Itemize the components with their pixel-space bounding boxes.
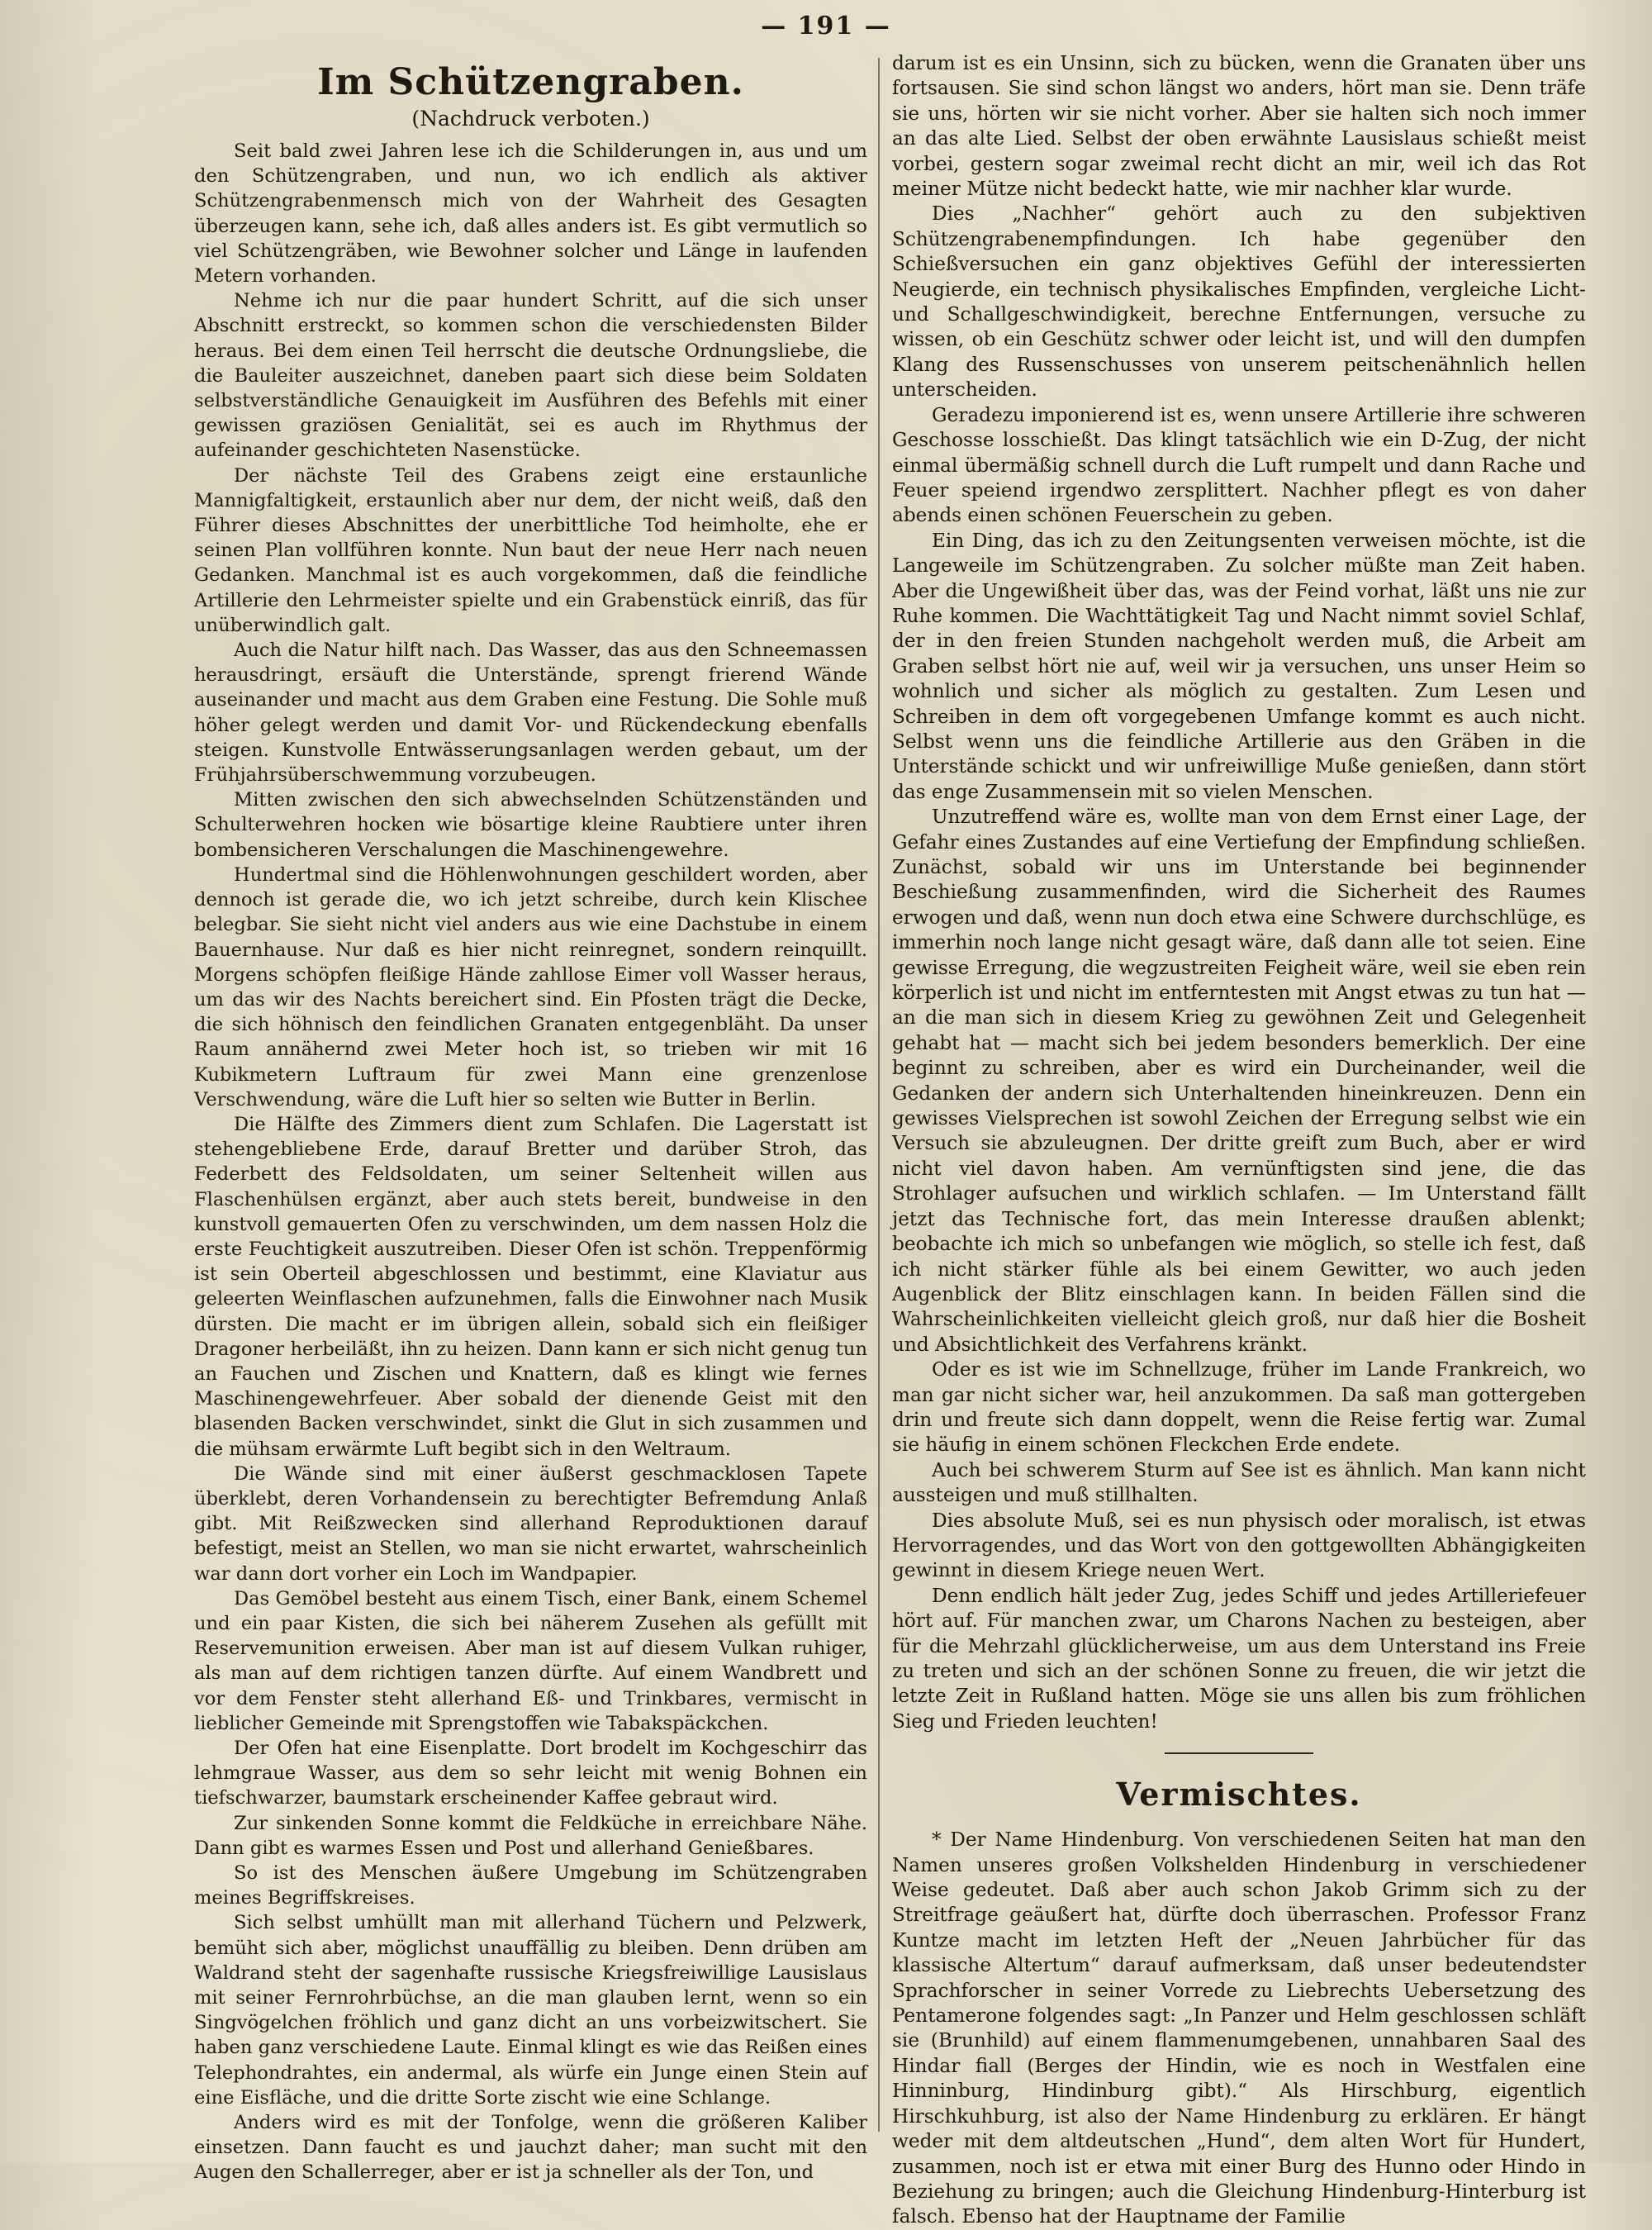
article-paragraph: Dies „Nachher“ gehört auch zu den subjektiven Schützengrabenempfindungen. Ich habe gegenüber den Schießversuchen ein ganz objektives Gefühl der interessierten Neugierde, ein technisch physikalisches Empfinden, vergleiche Licht- und Schallgeschwindigkeit, berechne Entfernungen, versuche zu wissen, ob ein Geschütz schwer oder leicht ist, und will den dumpfen Klang des Russenschusses von unserem peitschenähnlich hellen unterscheiden. [892,202,1586,402]
article-paragraph: * Der Name Hindenburg. Von verschiedenen Seiten hat man den Namen unseres großen Volkshelden Hindenburg in verschiedener Weise gedeutet. Daß aber auch schon Jakob Grimm sich zu der Streitfrage geäußert hat, dürfte doch überraschen. Professor Franz Kuntze macht im letzten Heft der „Neuen Jahrbücher für das klassische Altertum“ darauf aufmerksam, daß unser bedeutendster Sprachforscher in seiner Vorrede zu Liebrechts Uebersetzung des Pentamerone folgendes sagt: „In Panzer und Helm geschlossen schläft sie (Brunhild) auf einem flammenumgebenen, unnahbaren Saal des Hindar fiall (Berges der Hindin, wie es noch in Westfalen eine Hinninburg, Hindinburg gibt).“ Als Hirschburg, eigentlich Hirschkuhburg, ist also der Name Hindenburg zu erklären. Er hängt weder mit dem altdeutschen „Hund“, dem alten Wort für Hundert, zusammen, noch ist er etwa mit einer Burg des Hunno oder Hindo in Beziehung zu bringen; auch die Gleichung Hindenburg-Hinterburg ist falsch. Ebenso hat der Hauptname der Familie [892,1828,1586,2228]
article-paragraph: Seit bald zwei Jahren lese ich die Schilderungen in, aus und um den Schützengraben, und nun, wo ich endlich als aktiver Schützengrabenmensch mich von der Wahrheit des Gesagten überzeugen kann, sehe ich, daß alles anders ist. Es gibt vermutlich so viel Schützengräben, wie Bewohner solcher und Länge in laufenden Metern vorhanden. [194,140,867,288]
article-paragraph: Oder es ist wie im Schnellzuge, früher im Lande Frankreich, wo man gar nicht sicher war, heil anzukommen. Da saß man gottergeben drin und freute sich dann doppelt, wenn die Reise fertig war. Zumal sie häufig in einem schönen Fleckchen Erde endete. [892,1358,1586,1457]
article-paragraph: Mitten zwischen den sich abwechselnden Schützenständen und Schulterwehren hocken wie bösartige kleine Raubtiere unter ihren bombensicheren Verschalungen die Maschinengewehre. [194,789,867,861]
article-paragraph: Der nächste Teil des Grabens zeigt eine erstaunliche Mannigfaltigkeit, erstaunlich aber nur dem, der nicht weiß, daß den Führer dieses Abschnittes der unerbittliche Tod heimholte, ehe er seinen Plan vollführen konnte. Nun baut der neue Herr nach neuen Gedanken. Manchmal ist es auch vorgekommen, daß die feindliche Artillerie den Lehrmeister spielte und ein Grabenstück einriß, das für unüberwindlich galt. [194,464,867,636]
article-paragraph: Ein Ding, das ich zu den Zeitungsenten verweisen möchte, ist die Langeweile im Schützengraben. Zu solcher müßte man Zeit haben. Aber die Ungewißheit über das, was der Feind vorhat, läßt uns nie zur Ruhe kommen. Die Wachttätigkeit Tag und Nacht nimmt soviel Schlaf, der in den freien Stunden nachgeholt werden muß, die Arbeit am Graben selbst hört nie auf, weil wir ja versuchen, uns unser Heim so wohnlich und sicher als möglich zu gestalten. Zum Lesen und Schreiben in dem oft vorgegebenen Umfange kommt es auch nicht. Selbst wenn uns die feindliche Artillerie aus den Gräben in die Unterstände schickt und wir unfreiwillige Muße genießen, dann stört das enge Zusammensein mit so vielen Menschen. [892,529,1586,803]
article-title: Im Schützengraben. [317,61,744,103]
article-paragraph: Auch bei schwerem Sturm auf See ist es ähnlich. Man kann nicht aussteigen und muß stillhalten. [892,1458,1586,1507]
article-paragraph: So ist des Menschen äußere Umgebung im Schützengraben meines Begriffskreises. [194,1862,867,1909]
column-divider [878,58,880,2132]
article-paragraph: Geradezu imponierend ist es, wenn unsere Artillerie ihre schweren Geschosse losschießt. Das klingt tatsächlich wie ein D-Zug, der nicht einmal übermäßig schnell durch die Luft rumpelt und dann Rache und Feuer speiend irgendwo zersplittert. Nachher pflegt es von daher abends einen schönen Feuerschein zu geben. [892,403,1586,527]
section-divider [1165,1752,1313,1754]
article-paragraph: darum ist es ein Unsinn, sich zu bücken, wenn die Granaten über uns fortsausen. Sie sind schon längst wo anders, hört man sie. Denn träfe sie uns, hörten wir sie nicht vorher. Aber sie halten sich noch immer an das alte Lied. Selbst der oben erwähnte Lausislaus schießt meist vorbei, gestern sogar zweimal recht dicht an mir, weil ich das Rot meiner Mütze nicht bedeckt hatte, wie mir nachher klar wurde. [892,52,1586,201]
article-paragraph: Denn endlich hält jeder Zug, jedes Schiff und jedes Artilleriefeuer hört auf. Für manchen zwar, um Charons Nachen zu besteigen, aber für die Mehrzahl glücklicherweise, um aus dem Unterstand ins Freie zu treten und sich an der schönen Sonne zu freuen, die wir jetzt die letzte Zeit in Rußland hatten. Möge sie uns allen bis zum fröhlichen Sieg und Frieden leuchten! [892,1584,1586,1733]
article-paragraph: Hundertmal sind die Höhlenwohnungen geschildert worden, aber dennoch ist gerade die, wo ich jetzt schreibe, durch kein Klischee belegbar. Sie sieht nicht viel anders aus wie eine Dachstube in einem Bauernhause. Nur daß es hier nicht reinregnet, sondern reinquillt. Morgens schöpfen fleißige Hände zahllose Eimer voll Wasser heraus, um das wir des Nachts bereichert sind. Ein Pfosten trägt die Decke, die sich höhnisch den feindlichen Granaten entgegenbläht. Da unser Raum annähernd zwei Meter hoch ist, so trieben wir mit 16 Kubikmetern Luftraum für zwei Mann eine grenzenlose Verschwendung, wäre die Luft hier so selten wie Butter in Berlin. [194,863,867,1110]
article-paragraph: Die Hälfte des Zimmers dient zum Schlafen. Die Lagerstatt ist stehengebliebene Erde, darauf Bretter und darüber Stroh, das Federbett des Feldsoldaten, um seiner Seltenheit willen aus Flaschenhülsen ergänzt, aber auch stets bereit, bundweise in den kunstvoll gemauerten Ofen zu verschwinden, um dem nassen Holz die erste Feuchtigkeit auszutreiben. Dieser Ofen ist schön. Treppenförmig ist sein Oberteil abgeschlossen und bestimmt, eine Klaviatur aus geleerten Weinflaschen aufzunehmen, falls die Einwohner nach Musik dürsten. Die macht er im übrigen allein, sobald sich ein fleißiger Dragoner herbeiläßt, ihn zu heizen. Dann kann er sich nicht genug tun an Fauchen und Zischen und Knattern, daß es klingt wie fernes Maschinengewehrfeuer. Aber sobald der dienende Geist mit den blasenden Backen verschwindet, sinkt die Glut in sich zusammen und die mühsam erwärmte Luft begibt sich in den Weltraum. [194,1113,867,1460]
article-paragraph: Der Ofen hat eine Eisenplatte. Dort brodelt im Kochgeschirr das lehmgraue Wasser, aus dem so sehr leicht mit wenig Bohnen ein tiefschwarzer, baumstark erscheinender Kaffee gebraut wird. [194,1738,867,1809]
article-paragraph: Dies absolute Muß, sei es nun physisch oder moralisch, ist etwas Hervorragendes, und das Wort von den gottgewollten Abhängigkeiten gewinnt in diesem Kriege neuen Wert. [892,1509,1586,1582]
article-paragraph: Die Wände sind mit einer äußerst geschmacklosen Tapete überklebt, deren Vorhandensein zu berechtigter Befremdung Anlaß gibt. Mit Reißzwecken sind allerhand Reproduktionen darauf befestigt, meist an Stellen, wo man sie nicht erwartet, wahrscheinlich war dann dort vorher ein Loch im Wandpapier. [194,1462,867,1585]
page-number: — 191 — [761,12,891,40]
article-paragraph: Das Gemöbel besteht aus einem Tisch, einer Bank, einem Schemel und ein paar Kisten, die sich bei näherem Zusehen als gefüllt mit Reservemunition erweisen. Aber man ist auf diesem Vulkan ruhiger, als man auf dem richtigen tanzen dürfte. Auf einem Wandbrett und vor dem Fenster steht allerhand Eß- und Trinkbares, vermischt in lieblicher Gemeinde mit Sprengstoffen wie Tabakspäckchen. [194,1587,867,1734]
article-paragraph: Zur sinkenden Sonne kommt die Feldküche in erreichbare Nähe. Dann gibt es warmes Essen und Post und allerhand Genießbares. [194,1812,867,1859]
right-column [892,51,1586,2228]
article-paragraph: Unzutreffend wäre es, wollte man von dem Ernst einer Lage, der Gefahr eines Zustandes auf eine Vertiefung der Empfindung schließen. Zunächst, sobald wir uns im Unterstande bei beginnender Beschießung zusammenfinden, wird die Sicherheit des Raumes erwogen und daß, wenn nun doch etwa eine Schwere durchschlüge, es immerhin noch lange nicht gesagt wäre, daß dann alle tot seien. Eine gewisse Erregung, die wegzustreiten Feigheit wäre, weil sie eben rein körperlich ist und nicht im entferntesten mit Angst etwas zu tun hat — an die man sich in diesem Krieg zu gewöhnen Zeit und Gelegenheit gehabt hat — macht sich bei jedem besonders bemerklich. Der eine beginnt zu schreiben, aber es wird ein Durcheinander, weil die Gedanken der andern sich Unterhaltenden hineinkreuzen. Denn ein gewisses Vielsprechen ist sowohl Zeichen der Erregung selbst wie ein Versuch sie abzuleugnen. Der dritte greift zum Buch, aber er wird nicht viel davon haben. Am vernünftigsten sind jene, die das Strohlager aufsuchen und wirklich schlafen. — Im Unterstand fällt jetzt das Technische fort, das mein Interesse draußen ablenkt; beobachte ich mich so unbefangen wie möglich, so stelle ich fest, daß ich nicht stärker fühle als bei einem Gewitter, wo auch jeden Augenblick der Blitz einschlagen kann. In beiden Fällen sind die Wahrscheinlichkeiten vielleicht gleich groß, nur daß hier die Bosheit und Absichtlichkeit des Verfahrens kränkt. [892,806,1586,1356]
left-column [194,58,867,2184]
article-paragraph: Auch die Natur hilft nach. Das Wasser, das aus den Schneemassen herausdringt, ersäuft die Unterstände, sprengt frierend Wände auseinander und macht aus dem Graben eine Festung. Die Sohle muß höher gelegt werden und damit Vor- und Rückendeckung ebenfalls steigen. Kunstvolle Entwässerungsanlagen werden gebaut, um der Frühjahrsüberschwemmung vorzubeugen. [194,640,867,787]
article-paragraph: Sich selbst umhüllt man mit allerhand Tüchern und Pelzwerk, bemüht sich aber, möglichst unauffällig zu bleiben. Denn drüben am Waldrand steht der sagenhafte russische Kriegsfreiwillige Lausislaus mit seiner Fernrohrbüchse, an die man glauben lernt, wenn so ein Singvögelchen fröhlich und ganz dicht an uns vorbeizwitschert. Sie haben ganz verschiedene Laute. Einmal klingt es wie das Reißen eines Telephondrahtes, ein andermal, als würfe ein Junge einen Stein auf eine Eisfläche, und die dritte Sorte zischt wie eine Schlange. [194,1912,867,2109]
article-paragraph: Anders wird es mit der Tonfolge, wenn die größeren Kaliber einsetzen. Dann faucht es und jauchzt daher; man sucht mit den Augen den Schallerreger, aber er ist ja schneller als der Ton, und [194,2112,867,2184]
section-title: Vermischtes. [1116,1776,1362,1814]
article-subtitle: (Nachdruck verboten.) [411,107,650,131]
article-paragraph: Nehme ich nur die paar hundert Schritt, auf die sich unser Abschnitt erstreckt, so kommen schon die verschiedensten Bilder heraus. Bei dem einen Teil herrscht die deutsche Ordnungsliebe, die die Bauleiter auszeichnet, daneben paart sich diese beim Soldaten selbstverständliche Genauigkeit im Ausführen des Befehls mit einer gewissen graziösen Genialität, sei es auch im Rhythmus der aufeinander geschichteten Nasenstücke. [194,290,867,462]
